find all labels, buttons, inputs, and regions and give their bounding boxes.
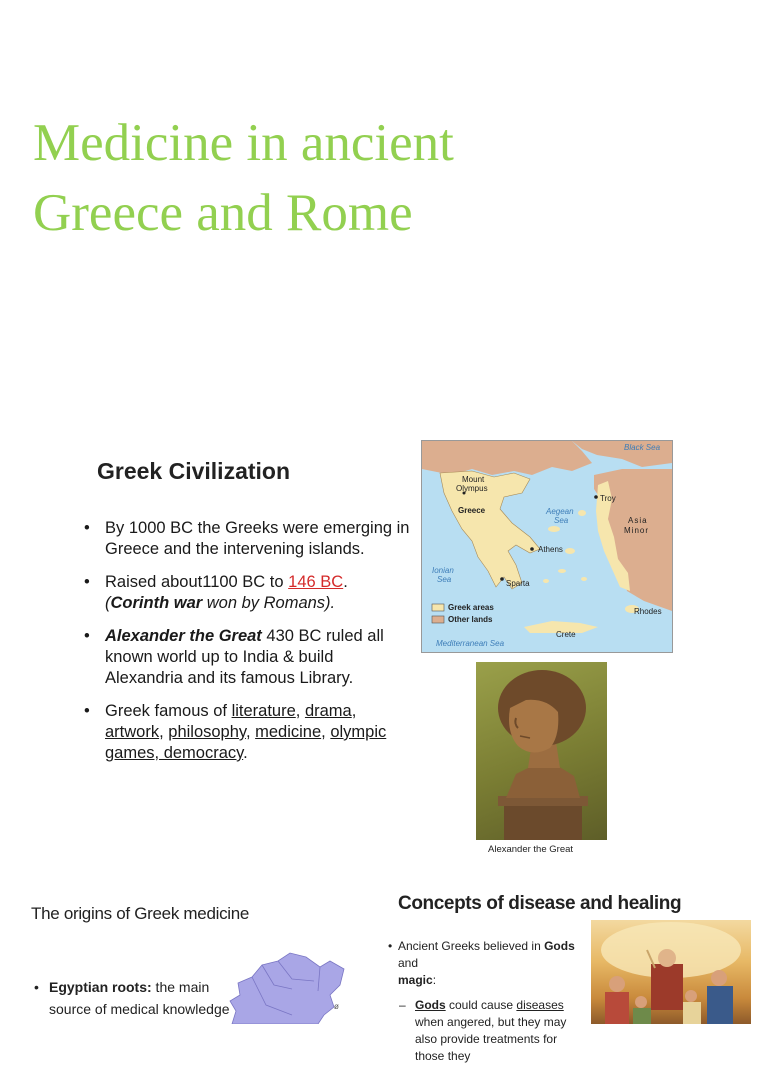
title-line-2: Greece and Rome [33, 184, 413, 242]
bullet-raised [84, 572, 414, 614]
magic-term: magic [398, 973, 433, 987]
label-crete: Crete [556, 630, 576, 639]
label-olympus: Olympus [456, 484, 488, 493]
title-line-1: Medicine in ancient [33, 114, 454, 172]
label-black-sea: Black Sea [624, 443, 661, 452]
link-philosophy[interactable]: philosophy [168, 723, 246, 741]
label-aegean-sea: Sea [554, 516, 569, 525]
gods-term: Gods [544, 939, 575, 953]
corinth-note: (Corinth war won by Romans). [105, 594, 336, 612]
label-mediterranean: Mediterranean Sea [436, 639, 505, 648]
bullet-alexander [84, 626, 414, 689]
svg-text:ø: ø [334, 1002, 339, 1011]
egyptian-roots-label: Egyptian roots: [49, 979, 152, 995]
concepts-text [388, 938, 588, 1065]
link-olympic-games-democracy[interactable]: olympic games, democracy [105, 723, 387, 762]
label-greece: Greece [458, 506, 486, 515]
greek-civilization-bullets [84, 518, 414, 776]
label-rhodes: Rhodes [634, 607, 662, 616]
alexander-name: Alexander the Great [105, 627, 262, 645]
alexander-text: 430 BC ruled all known world up to India & build Alexandria and its famous Library. [105, 627, 384, 687]
link-artwork[interactable]: artwork [105, 723, 160, 741]
painting-graphic [591, 920, 751, 1024]
bullet-famous-for: • Greek famous of literature, drama, artwork, philosophy, medicine, olympic games, democracy. [84, 701, 414, 764]
label-troy: Troy [600, 494, 616, 503]
link-literature[interactable]: literature [231, 702, 296, 720]
label-aegean: Aegean [546, 507, 574, 516]
label-sparta: Sparta [506, 579, 530, 588]
concepts-bullet-1: • Ancient Greeks believed in Gods and magic: [388, 938, 588, 989]
egyptian-roots-text: the main source of medical knowledge [49, 979, 230, 1017]
legend-greek-areas: Greek areas [448, 603, 494, 612]
greek-gods-painting [591, 920, 751, 1024]
link-medicine[interactable]: medicine [255, 723, 322, 741]
label-mount: Mount [462, 475, 485, 484]
ancient-greece-map [421, 440, 673, 653]
origins-heading: The origins of Greek medicine [31, 904, 250, 923]
label-asia: Asia [628, 516, 648, 525]
concepts-subbullet-1: – Gods could cause diseases when angered, but they may also provide treatments for those they [399, 998, 567, 1063]
bullet-greeks-emerging: • By 1000 BC the Greeks were emerging in Greece and the intervening islands. [84, 518, 414, 560]
concepts-heading: Concepts of disease and healing [398, 893, 682, 914]
raised-text: Raised about1100 BC to [105, 573, 289, 591]
label-ionian-sea: Sea [437, 575, 452, 584]
bust-graphic [476, 662, 607, 840]
146-bc-link[interactable]: 146 BC [288, 573, 344, 591]
legend-other-lands: Other lands [448, 615, 493, 624]
greek-civilization-heading: Greek Civilization [97, 458, 291, 484]
diseases-link[interactable]: diseases [516, 998, 564, 1012]
alexander-bust-image [476, 662, 607, 840]
origins-text [34, 976, 234, 1020]
greece-outline-map [222, 945, 352, 1024]
label-ionian: Ionian [432, 566, 454, 575]
link-drama[interactable]: drama [304, 702, 352, 720]
label-athens: Athens [538, 545, 563, 554]
label-minor: Minor [624, 526, 650, 535]
gods-link[interactable]: Gods [415, 998, 446, 1012]
origins-bullet: • [34, 979, 39, 995]
alexander-caption: Alexander the Great [488, 844, 574, 855]
presentation-title [33, 108, 454, 248]
raised-period: . [343, 573, 348, 591]
